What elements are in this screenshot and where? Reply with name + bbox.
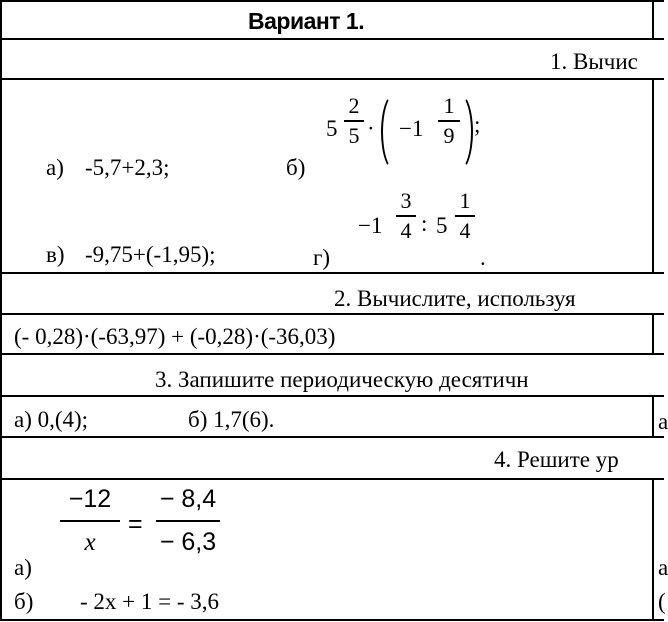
fraction-numerator: − 8,4 [159,485,217,513]
fraction-denominator: − 6,3 [159,527,217,556]
table-rule [0,478,664,480]
table-rule-top [0,0,664,2]
fraction-numerator: 2 [348,93,360,118]
task1-g-label: г) [313,245,331,270]
table-rule-bottom [0,619,664,621]
task1-v-label: в) [46,242,65,267]
task1-b-fraction [344,95,364,147]
table-rule [0,395,664,397]
task1-b-inner-fraction [438,95,460,147]
task1-b-end: ; [474,112,481,137]
task1-g-divide: : [421,211,428,236]
fraction-bar [156,520,220,522]
task1-header: 1. Вычис [550,49,638,74]
fraction-bar [438,120,460,122]
task1-b-dot: · [367,116,375,141]
fraction-numerator: 1 [443,93,455,118]
task1-b-whole: 5 [326,116,338,141]
task4-right-fraction [156,487,220,555]
task3-a: а) 0,(4); [14,407,89,432]
task1-g-whole: −1 [358,213,383,238]
task3-b: б) 1,7(6). [188,407,275,432]
table-rule-left [0,0,2,621]
task4-equals: = [128,510,143,538]
fraction-denominator: 5 [348,122,360,148]
task1-g-end: . [480,245,486,270]
fraction-bar [344,120,364,122]
task1-g-fraction2 [455,190,475,242]
task1-b-inner-whole: −1 [399,116,424,141]
fraction-numerator: 1 [459,188,471,213]
task1-v-expression: -9,75+(-1,95); [85,242,216,267]
fraction-denominator: 4 [400,217,412,243]
task3-header: 3. Запишите периодическую десятичн [155,367,529,392]
fraction-bar [396,215,416,217]
task4-header: 4. Решите ур [494,447,619,472]
task4-b-label: б) [14,589,34,614]
task1-a-label: а) [46,155,64,180]
table-column-divider [652,0,654,38]
fraction-bar [60,520,120,522]
fraction-denominator: 4 [459,217,471,243]
table-column-divider [652,78,654,272]
table-rule [0,353,664,355]
task2-expression: (- 0,28)·(-63,97) + (-0,28)·(-36,03) [14,324,336,349]
table-rule [0,272,664,274]
task4-right-fragment-b: ( [658,589,666,614]
table-column-divider [652,478,654,621]
table-rule [0,313,664,315]
task4-a-label: а) [14,555,32,580]
task3-right-fragment: а [658,409,668,434]
fraction-denominator: 9 [443,122,455,148]
variant-title: Вариант 1. [248,8,365,34]
task1-b-label: б) [286,155,306,180]
table-column-divider [652,395,654,436]
task2-header: 2. Вычислите, используя [334,286,576,311]
task1-g-whole2: 5 [436,213,448,238]
table-rule [0,78,664,80]
table-rule [0,38,664,40]
task1-g-fraction [396,190,416,242]
fraction-numerator: 3 [400,188,412,213]
task4-b-expression: - 2х + 1 = - 3,6 [80,589,220,614]
fraction-denominator: x [84,528,96,556]
task1-a-expression: -5,7+2,3; [85,155,170,180]
fraction-bar [455,215,475,217]
table-column-divider [652,313,654,353]
task4-right-fragment-a: а [658,555,668,580]
fraction-numerator: −12 [68,485,112,513]
table-rule [0,436,664,438]
task4-left-fraction [60,487,120,555]
